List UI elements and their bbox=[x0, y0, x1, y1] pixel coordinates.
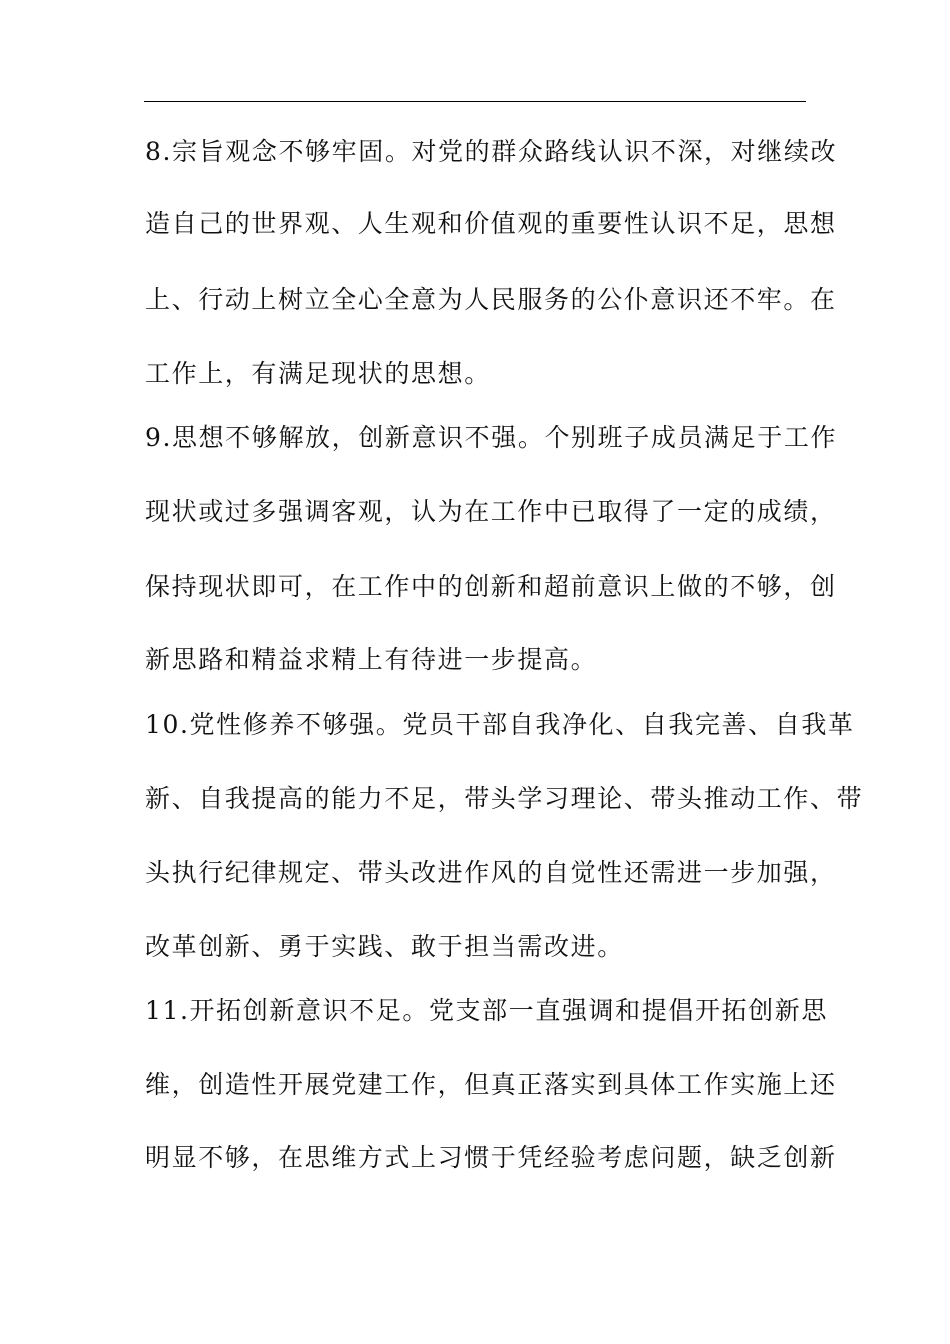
text-line: 10.党性修养不够强。党员干部自我净化、自我完善、自我革 bbox=[145, 710, 855, 739]
header-rule bbox=[144, 101, 806, 102]
text-line: 改革创新、勇于实践、敢于担当需改进。 bbox=[145, 932, 624, 961]
text-line: 造自己的世界观、人生观和价值观的重要性认识不足，思想 bbox=[145, 209, 837, 238]
text-line: 现状或过多强调客观，认为在工作中已取得了一定的成绩， bbox=[145, 497, 837, 526]
text-line: 新、自我提高的能力不足，带头学习理论、带头推动工作、带 bbox=[145, 784, 864, 813]
text-line: 8.宗旨观念不够牢固。对党的群众路线认识不深，对继续改 bbox=[145, 137, 838, 166]
text-line: 新思路和精益求精上有待进一步提高。 bbox=[145, 645, 598, 674]
text-line: 上、行动上树立全心全意为人民服务的公仆意识还不牢。在 bbox=[145, 285, 837, 314]
text-line: 工作上，有满足现状的思想。 bbox=[145, 359, 491, 388]
text-line: 头执行纪律规定、带头改进作风的自觉性还需进一步加强， bbox=[145, 858, 837, 887]
text-line: 维，创造性开展党建工作，但真正落实到具体工作实施上还 bbox=[145, 1070, 837, 1099]
text-line: 11.开拓创新意识不足。党支部一直强调和提倡开拓创新思 bbox=[145, 996, 828, 1025]
text-line: 明显不够，在思维方式上习惯于凭经验考虑问题，缺乏创新 bbox=[145, 1143, 837, 1172]
text-line: 保持现状即可，在工作中的创新和超前意识上做的不够，创 bbox=[145, 572, 837, 601]
text-line: 9.思想不够解放，创新意识不强。个别班子成员满足于工作 bbox=[145, 423, 838, 452]
